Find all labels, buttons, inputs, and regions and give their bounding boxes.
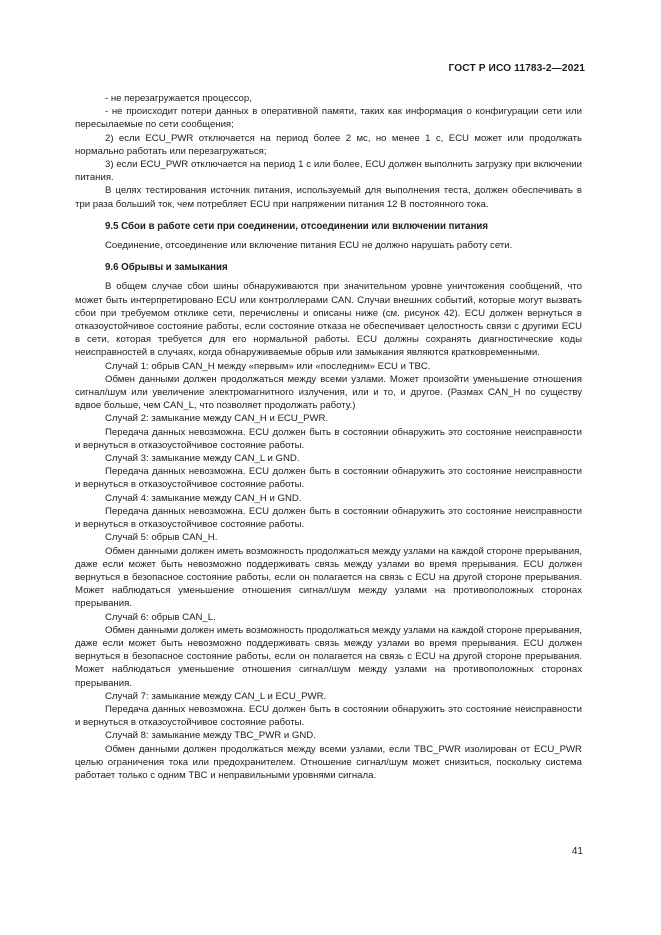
paragraph: В общем случае сбои шины обнаруживаются при значительном уровне уничтожения сообщений, что может быть интерпретировано ECU или контроллерами CAN. Случаи внешних событий, которые могут вызвать сбои при требуемом отклике сети, перечислены и описаны ниже (см. рисунок 42). ECU должен вернуться в отказоустойчивое состояние работы, если состояние отказа не обеспечивает целостность связи с другими ECU в сети, которая требуется для его нормальной работы. ECU должны сохранять диагностические коды неисправностей в случаях, когда обнаруживаемые обрыв или замыкания являются кратковременными. — [75, 281, 582, 359]
paragraph: Передача данных невозможна. ECU должен быть в состоянии обнаружить это состояние неисправности и вернуться в отказоустойчивое состояние работы. — [75, 505, 582, 531]
case-title: Случай 5: обрыв CAN_H. — [105, 532, 218, 544]
paragraph: - не перезагружается процессор, — [105, 93, 252, 104]
paragraph: Обмен данными должен продолжаться между всеми узлами. Может произойти уменьшение отношения сигнал/шум или увеличение электромагнитного излучения, или и то, и другое. (Размах CAN_H по существу вдвое больше, чем CAN_L, что позволяет продолжать работу.) — [75, 373, 582, 412]
case-title: Случай 8: замыкание между TBC_PWR и GND. — [105, 730, 316, 742]
document-header: ГОСТ Р ИСО 11783-2—2021 — [448, 63, 585, 74]
case-title: Случай 2: замыкание между CAN_H и ECU_PWR. — [105, 413, 329, 425]
paragraph: В целях тестирования источник питания, используемый для выполнения теста, должен обеспечивать в три раза больший ток, чем потребляет ECU при напряжении питания 12 В постоянного тока. — [75, 185, 582, 210]
page-number: 41 — [571, 846, 583, 857]
paragraph: - не происходит потери данных в оперативной памяти, таких как информация о конфигурации сети или пересылаемые по сети сообщения; — [75, 106, 582, 131]
case-title: Случай 6: обрыв CAN_L. — [105, 611, 216, 623]
paragraph: Передача данных невозможна. ECU должен быть в состоянии обнаружить это состояние неисправности и вернуться в отказоустойчивое состояние работы. — [75, 426, 582, 451]
paragraph: Обмен данными должен продолжаться между всеми узлами, если TBC_PWR изолирован от ECU_PWR целью ограничения тока или предохранителем. Отношение сигнал/шум может снизиться, поскольку система работает только с одним TBC и неправильными уровнями сигнала. — [75, 743, 582, 781]
paragraph: 3) если ECU_PWR отключается на период 1 с или более, ECU должен выполнить загрузку при включении питания. — [75, 159, 582, 184]
paragraph: Передача данных невозможна. ECU должен быть в состоянии обнаружить это состояние неисправности и вернуться в отказоустойчивое состояние работы. — [75, 703, 582, 729]
section-heading-9-6: 9.6 Обрывы и замыкания — [105, 262, 228, 274]
paragraph: Обмен данными должен иметь возможность продолжаться между узлами на каждой стороне прерывания, даже если может быть невозможно поддерживать связь между узлами во время прерывания. ECU должен вернуться в безопасное состояние работы, если он полагается на связь с ECU на другой стороне прерывания. Может наблюдаться уменьшение отношения сигнал/шум между узлами на противоположных сторонах прерывания. — [75, 545, 582, 610]
document-body — [75, 92, 582, 782]
paragraph: Соединение, отсоединение или включение питания ECU не должно нарушать работу сети. — [105, 240, 513, 252]
paragraph: 2) если ECU_PWR отключается на период более 2 мс, но менее 1 с, ECU может или продолжать нормально работать или перезагружаться; — [75, 132, 582, 157]
paragraph: Передача данных невозможна. ECU должен быть в состоянии обнаружить это состояние неисправности и вернуться в отказоустойчивое состояние работы. — [75, 466, 582, 491]
section-heading-9-5: 9.5 Сбои в работе сети при соединении, отсоединении или включении питания — [105, 220, 489, 232]
paragraph: Обмен данными должен иметь возможность продолжаться между узлами на каждой стороне прерывания, даже если может быть невозможно поддерживать связь между узлами во время прерывания. ECU должен вернуться в безопасное состояние работы, если он полагается на связь с ECU на другой стороне прерывания. Может наблюдаться уменьшение отношения сигнал/шум между узлами на противоположных сторонах прерывания. — [75, 624, 582, 689]
case-title: Случай 7: замыкание между CAN_L и ECU_PWR. — [105, 690, 327, 702]
case-title: Случай 3: замыкание между CAN_L и GND. — [105, 453, 300, 465]
case-title: Случай 1: обрыв CAN_H между «первым» или «последним» ECU и TBC. — [105, 360, 431, 372]
case-title: Случай 4: замыкание между CAN_H и GND. — [105, 492, 302, 504]
